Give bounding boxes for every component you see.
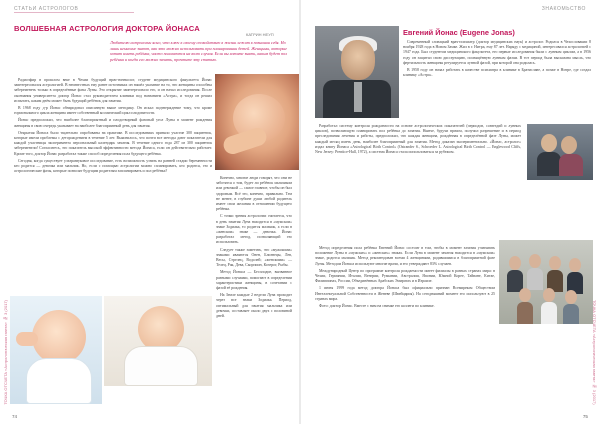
lead-paragraph (110, 40, 290, 62)
baby-arm (221, 126, 268, 157)
article-title: ВОЛШЕБНАЯ АСТРОЛОГИЯ ДОКТОРА ЙОНАСА (14, 24, 200, 33)
article-column-2 (216, 176, 292, 321)
tie (354, 82, 362, 112)
person (549, 256, 561, 270)
person (569, 258, 581, 272)
paragraph: Следует также заметить, что «мужскими» знаками являются Овен, Близнецы, Лев, Весы, Стрелец, Водолей; «женскими» — Телец, Рак, Дева, Скорпион, Козерог, Рыбы. (216, 247, 292, 268)
person-body (537, 152, 561, 176)
paragraph: Сегодня, когда существует ультразвуковое исследование, есть возможность узнать на ранней стадии беременности кто родится — девочка или мальчик. Но, если с помощью астрологии можно спланировать, кто родится, это и астрологические фазы, которые позволят будущим родителям запланировать и пол ребёнка? (14, 158, 212, 174)
paragraph: Конечно, многие люди говорят, что они не заботятся о том, будет ли ребёнок мальчиком или девочкой — самое главное, чтобы он был здоровым. Всё это, конечно, правильно. Тем не менее, в глубине души любой родитель имеет свои желания в отношении будущего ребёнка. (216, 176, 292, 212)
page-number: 74 (12, 414, 18, 419)
group-photo (499, 240, 593, 324)
paragraph: Разработал систему контроля рождаемости на основе астрологических показателей (периодов, созвездий и лунных циклов), позволяющую планировать пол ребёнка до зачатия. Нынче, будучи врачом, получил разрешение и в период преследования лечения и работы, предположил, что каждая женщина, рождённая в определённой фазе Луны, может каждый месяц иметь день, наиболее благоприятный для зачатия. Метод доказан экспериментально. «Йонас, астролог» издал книгу Йонаса «Astrological Birth Control» (Ostrander S., Schroeder L. Astrological Birth Control — Englewood Cliffs, New Jersey: Prentice-Hall, 1972), а система Йонаса стала использоваться за рубежом. (315, 124, 521, 155)
baby-body (26, 358, 92, 404)
paragraph: Метод определения пола ребёнка Евгений Йонас состоит в том, чтобы в момент зачатия учитывать положение Луны в «мужских» и «женских» знаках. Если Луна в момент зачатия находится в «мужском» знаке, родится мальчик. Метод рекомендован всеми 4 женщинами, родившимися в благоприятной фазе Луны. Методом Йонаса используют многие врачи, и его утверждают 83% случаев. (315, 246, 495, 266)
page-number: 75 (582, 414, 588, 419)
section-rubric: СТАТЬИ АСТРОЛОГОВ (14, 6, 79, 12)
couple-photo (527, 124, 593, 180)
person (561, 136, 577, 154)
left-page (0, 0, 299, 424)
paragraph: Современный словацкий врач-психиатр (доктор медицинских наук) и астролог. Родился в Чехословакии 8 ноября 1928 года в Новом Замке. Жил в г. Нитра, ему 87 лет. Наряду с медициной, интересовался астрологией с 1947 года. Был студентом медицинского факультета, его первые исследования были с лунным циклом, а в 1956 году он защитил свою диссертацию, посвящённую лунным фазам. В тот период была высказана мысль, что фертильность женщины регулируется лунной фазой, при которой она родилась. (403, 40, 591, 65)
person-body (541, 302, 557, 324)
baby-body (124, 346, 198, 386)
paragraph: 1 июня 1999 года метод доктора Йонаса был официально признан Всемирным Обществом Интеллектуальной Собственности в Женеве (Швейцария). На сегодняшний момент его используют в 25 странах мира. (315, 286, 495, 301)
paragraph: Открытия Йонаса было тщательно опробованы на практике. В исследованиях приняло участие 300 пациенток, которые имели проблемы с деторождением в течение 5 лет. Выяснилось, что почти все методы дают показатели для каждой участницы эксперимента персональный календарь зачатия. В течение одного года 287 из 300 пациенток забеременели! Согласитесь, это показатель высокой эффективности метода Йонаса, если он действительно работает. Кроме того, доктор Йонас разработал также способ определения пола будущего ребёнка. (14, 130, 212, 156)
paragraph: В 1958 году он начал работать в качестве психиатра в клинике в Братиславе, а позже в Нитре, где создал клинику «Астра». (403, 68, 591, 78)
face (341, 40, 375, 80)
person-body (527, 268, 543, 290)
lead-text: Любителю астрологии ясно, что ключ к своему спокойствию в жизни лежит в познании себя. Но лишь немногие знают, как это можно использовать при планировании детей. Женщины, которые хотят иметь ребёнка, часто полагаются на волю случая. Если вы хотите знать, каким будет пол ребёнка и когда его можно зачать, прочтите эту статью. (110, 40, 288, 62)
paragraph: На Земле каждые 2 недели Луна проходит через все знаки Зодиака. Период, оптимальный для зачатия мальчика или девочки, составляет около двух с половиной дней. (216, 293, 292, 319)
baby-hand (16, 332, 38, 346)
paragraph: Метод Йонаса — Бесплодие, вызванное разными случаями, помогают в определении характеристики женщины, в сочетании с фазой её рождения. (216, 270, 292, 291)
portrait-photo (315, 26, 399, 118)
vertical-caption: ТОЧКА ОТСЧЕТА «Астрологическая газета» № 3 (2017) (3, 300, 8, 405)
person-body (563, 304, 579, 324)
person (509, 256, 521, 270)
person-body (517, 302, 533, 324)
baby-photo (104, 296, 212, 386)
profile-column-bottom (315, 246, 495, 311)
person (565, 290, 577, 304)
rubric-rule (14, 12, 134, 13)
profile-column-top (403, 40, 591, 80)
paragraph: Йонас предположил, что наиболее благоприятный и плодотворный фазовый угол Луны в момент рождения женщины в свою очередь указывает на наиболее благоприятный день для зачатия. (14, 118, 212, 128)
article-author: КАТРИН НЕУП (246, 32, 274, 37)
paragraph: Радиоэфир в прошлом веке в Чехии будущий врач-гинеколог, студент медицинского факультета Йонас заинтересовался астрологией. В неизвестных ему ранее источниках он нашёл указание на то, что женщины способны забеременеть только в определённые фазы Луны. Это открытие заинтересовало его, и он начал исследования. После окончания университета доктор Йонас стал руководителем клиники под названием «Астра», и тогда он решил испытать, каким днём может быть будущий ребёнок для зачатия. (14, 78, 212, 103)
person (541, 134, 557, 152)
paragraph: В 1968 году д-р Йонас обнародовал описанную выше методику. Он искал подтверждение тому, что кроме гормонального цикла женщина имеет собственный космический цикл плодовитости. (14, 106, 212, 116)
baby-face (32, 310, 86, 364)
paragraph: Фото: доктор Йонас. Вместе с ним на снимке его коллеги по клинике. (319, 304, 435, 309)
baby-photo (215, 74, 299, 170)
article-column-1 (14, 78, 212, 176)
person (529, 254, 541, 268)
right-page (301, 0, 600, 424)
person-body (559, 154, 583, 176)
paragraph: С точки зрения астрологии считается, что в день зачатия Луна находится в «мужском» знаке Зодиака, то родится мальчик, а если в «женском» знаке — девочка. Йонас разработал метод, позволяющий это использовать. (216, 214, 292, 245)
person (543, 288, 555, 302)
person (519, 288, 531, 302)
profile-title: Евгений Йонас (Eugene Jonas) (403, 28, 515, 37)
vertical-caption: ТОЧКА ОТСЧЕТА «Астрологическая газета» № 3 (2017) (592, 300, 597, 405)
paragraph: Международный Центр по программе контроля рождаемости имеет филиалы в разных странах мира: в Чехии, Германии, Италии, Венгрии, Румынии, Австралии, Японии, Южной Корее, Тайване, Китае, Филиппинах, России, Объединённых Арабских Эмиратах и в Израиле. (315, 268, 495, 284)
baby-photo (10, 296, 102, 404)
section-rubric: ЗНАКОМЬСТВО (541, 6, 586, 12)
profile-column-mid (315, 124, 521, 157)
